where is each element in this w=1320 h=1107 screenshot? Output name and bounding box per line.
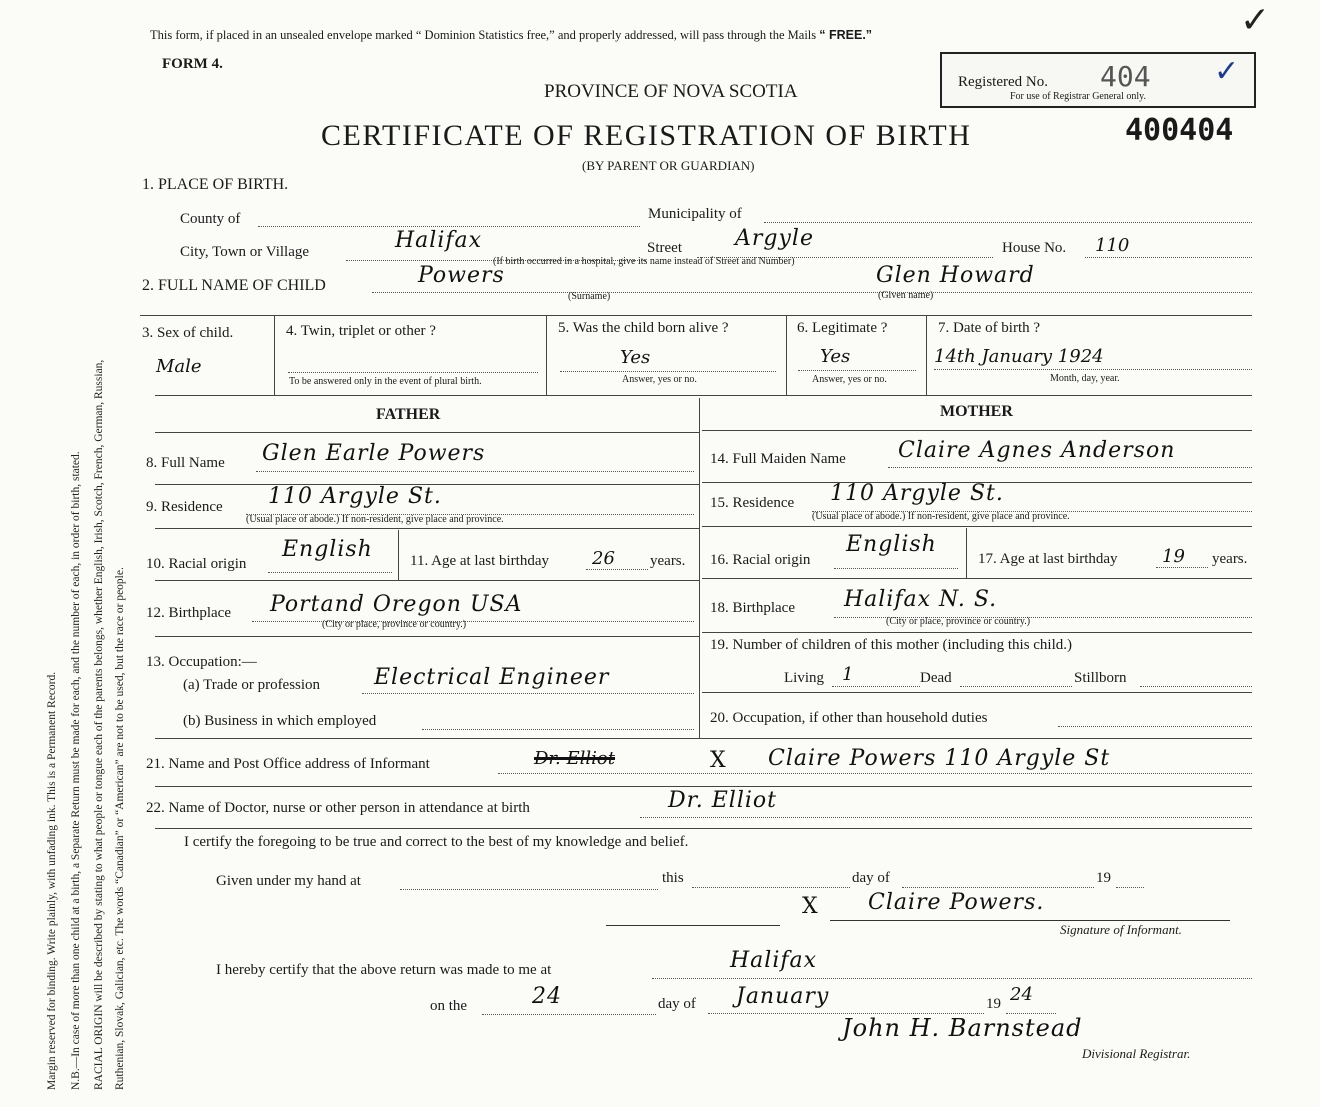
father-name-label: 8. Full Name xyxy=(146,455,225,471)
mother-occupation-label: 20. Occupation, if other than household duties xyxy=(710,710,988,726)
father-racial-value: English xyxy=(282,537,373,562)
registrar-day: 24 xyxy=(532,984,562,1009)
father-residence-label: 9. Residence xyxy=(146,499,223,515)
mother-residence-caption: (Usual place of abode.) If non-resident, give place and province. xyxy=(812,511,1070,522)
given-caption: (Given name) xyxy=(878,290,934,301)
father-birthplace-label: 12. Birthplace xyxy=(146,605,231,621)
father-occupation-label: 13. Occupation:— xyxy=(146,654,257,670)
certificate-title: CERTIFICATE OF REGISTRATION OF BIRTH xyxy=(321,119,972,152)
signature-mark: X xyxy=(802,894,819,919)
child-given-name: Glen Howard xyxy=(876,263,1035,288)
margin-note-2: N.B.—In case of more than one child at a birth, a Separate Return must be made for each, and the number of each, in order of birth, stated. xyxy=(70,451,82,1090)
informant-struck-value: Dr. Elliot xyxy=(534,748,615,769)
doctor-label: 22. Name of Doctor, nurse or other person in attendance at birth xyxy=(146,800,530,816)
sex-label: 3. Sex of child. xyxy=(142,325,234,341)
mother-birthplace-value: Halifax N. S. xyxy=(844,587,998,612)
registrar-place: Halifax xyxy=(730,948,818,973)
place-of-birth-heading: 1. PLACE OF BIRTH. xyxy=(142,176,289,193)
father-age-value: 26 xyxy=(592,548,615,569)
mother-age-label: 17. Age at last birthday xyxy=(978,551,1118,567)
mother-racial-value: English xyxy=(846,532,937,557)
alive-caption: Answer, yes or no. xyxy=(622,374,697,385)
registered-number: 404 xyxy=(1100,60,1151,93)
registered-label: Registered No. xyxy=(958,74,1048,90)
doctor-value: Dr. Elliot xyxy=(668,788,777,813)
this-label: this xyxy=(662,870,684,886)
alive-label: 5. Was the child born alive ? xyxy=(558,320,729,336)
province-title: PROVINCE OF NOVA SCOTIA xyxy=(544,81,798,102)
mother-birthplace-label: 18. Birthplace xyxy=(710,600,795,616)
legitimate-value: Yes xyxy=(820,346,851,367)
stamp-number: 400404 xyxy=(1125,113,1234,148)
mother-birthplace-caption: (City or place, province or country.) xyxy=(886,616,1031,627)
mother-name-value: Claire Agnes Anderson xyxy=(898,438,1176,463)
house-value: 110 xyxy=(1095,235,1130,256)
living-label: Living xyxy=(784,670,824,686)
registrar-statement: I hereby certify that the above return was made to me at xyxy=(216,962,552,978)
dob-caption: Month, day, year. xyxy=(1050,373,1120,384)
informant-value: Claire Powers 110 Argyle St xyxy=(768,746,1111,771)
father-heading: FATHER xyxy=(376,406,441,423)
father-age-label: 11. Age at last birthday xyxy=(410,553,549,569)
dob-label: 7. Date of birth ? xyxy=(938,320,1041,336)
informant-label: 21. Name and Post Office address of Informant xyxy=(146,756,430,772)
father-birthplace-value: Portand Oregon USA xyxy=(270,592,523,617)
mother-name-label: 14. Full Maiden Name xyxy=(710,451,846,467)
check-mark: ✓ xyxy=(1240,0,1271,41)
cert-year-prefix: 19 xyxy=(1096,870,1111,886)
form-number: FORM 4. xyxy=(162,56,223,72)
certificate-subtitle: (BY PARENT OR GUARDIAN) xyxy=(582,158,755,173)
registrar-year: 24 xyxy=(1010,984,1033,1005)
mail-free: “ FREE.” xyxy=(819,28,873,42)
father-age-unit: years. xyxy=(650,553,686,569)
mail-notice xyxy=(150,28,872,43)
margin-note-3: RACIAL ORIGIN will be described by stating to what people or tongue each of the parents belongs, whether English, Irish, Scotch, French, German, Russian, xyxy=(93,359,105,1090)
father-racial-label: 10. Racial origin xyxy=(146,556,247,572)
surname-caption: (Surname) xyxy=(568,291,611,302)
municipality-label: Municipality of xyxy=(648,206,742,222)
twin-caption: To be answered only in the event of plural birth. xyxy=(289,376,482,387)
margin-note-4: Ruthenian, Slovak, Galician, etc. The words “Canadian” or “American” are not to be used, but the race or people. xyxy=(114,567,126,1090)
mother-racial-label: 16. Racial origin xyxy=(710,552,811,568)
father-trade-value: Electrical Engineer xyxy=(374,665,610,690)
city-label: City, Town or Village xyxy=(180,244,310,260)
father-name-value: Glen Earle Powers xyxy=(262,441,486,466)
on-the-label: on the xyxy=(430,998,468,1014)
child-surname: Powers xyxy=(418,263,505,288)
mail-notice-text: This form, if placed in an unsealed envelope marked “ Dominion Statistics free,” and properly addressed, will pass through the Mails xyxy=(150,28,817,42)
registrar-month: January xyxy=(736,984,830,1009)
street-label: Street xyxy=(647,240,682,256)
father-residence-caption: (Usual place of abode.) If non-resident, give place and province. xyxy=(246,514,504,525)
registrar-day-of-label: day of xyxy=(658,996,696,1012)
dob-value: 14th January 1924 xyxy=(934,346,1104,367)
twin-label: 4. Twin, triplet or other ? xyxy=(286,323,436,339)
alive-value: Yes xyxy=(620,347,651,368)
dead-label: Dead xyxy=(920,670,952,686)
margin-note-1: Margin reserved for binding. Write plainly, with unfading ink. This is a Permanent Record. xyxy=(46,671,58,1090)
legitimate-label: 6. Legitimate ? xyxy=(797,320,888,336)
father-residence-value: 110 Argyle St. xyxy=(268,484,442,509)
signature-caption: Signature of Informant. xyxy=(1060,922,1182,937)
city-value: Halifax xyxy=(395,228,483,253)
registrar-use-note: For use of Registrar General only. xyxy=(1010,91,1146,102)
house-label: House No. xyxy=(1002,240,1067,256)
father-birthplace-caption: (City or place, province or country.) xyxy=(322,619,467,630)
mother-residence-value: 110 Argyle St. xyxy=(830,481,1004,506)
father-trade-label: (a) Trade or profession xyxy=(183,677,321,693)
child-name-label: 2. FULL NAME OF CHILD xyxy=(142,277,326,294)
given-under-label: Given under my hand at xyxy=(216,873,361,889)
registrar-caption: Divisional Registrar. xyxy=(1082,1046,1191,1061)
living-value: 1 xyxy=(842,664,854,685)
mother-heading: MOTHER xyxy=(940,403,1013,420)
informant-mark: X xyxy=(710,748,727,773)
mother-age-value: 19 xyxy=(1162,546,1185,567)
informant-signature: Claire Powers. xyxy=(868,890,1045,915)
mother-children-label: 19. Number of children of this mother (including this child.) xyxy=(710,637,1073,653)
legitimate-caption: Answer, yes or no. xyxy=(812,374,887,385)
day-of-label: day of xyxy=(852,870,890,886)
registrar-year-prefix: 19 xyxy=(986,996,1001,1012)
county-label: County of xyxy=(180,211,241,227)
sex-value: Male xyxy=(156,356,202,377)
street-value: Argyle xyxy=(735,226,814,251)
registrar-signature: John H. Barnstead xyxy=(842,1014,1083,1042)
father-business-label: (b) Business in which employed xyxy=(183,713,377,729)
certify-statement: I certify the foregoing to be true and correct to the best of my knowledge and belief. xyxy=(184,834,689,850)
mother-residence-label: 15. Residence xyxy=(710,495,795,511)
registration-box xyxy=(940,52,1256,108)
check-icon: ✓ xyxy=(1214,54,1240,89)
hospital-note: (If birth occurred in a hospital, give its name instead of Street and Number) xyxy=(493,256,795,267)
mother-age-unit: years. xyxy=(1212,551,1248,567)
stillborn-label: Stillborn xyxy=(1074,670,1127,686)
